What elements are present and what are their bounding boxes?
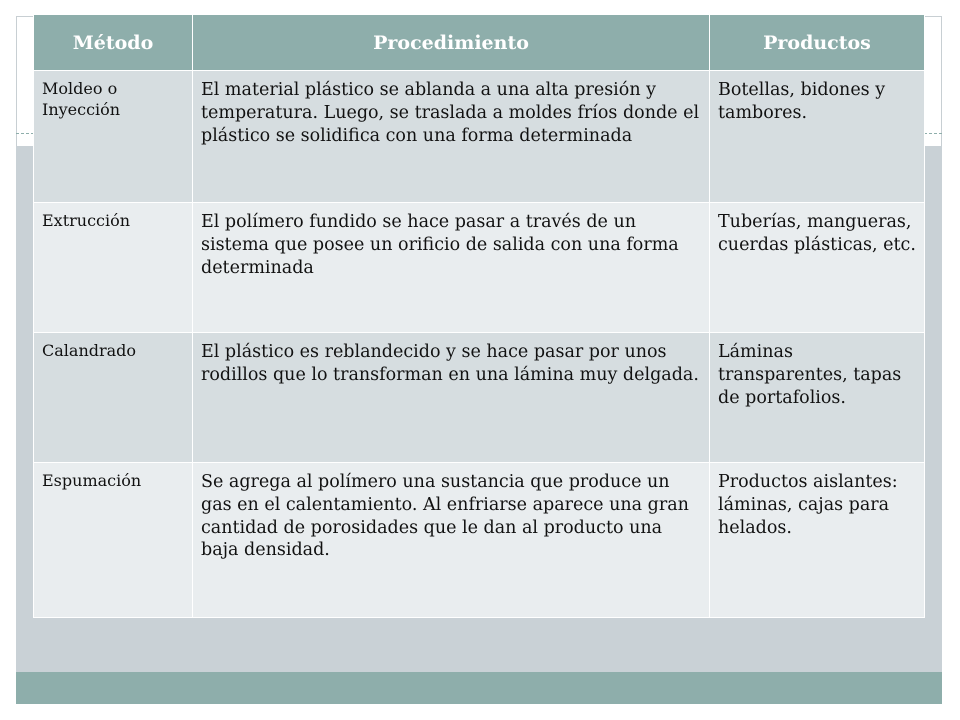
table-row bbox=[34, 463, 925, 618]
cell-procedimiento: Se agrega al polímero una sustancia que produce un gas en el calentamiento. Al enfriarse aparece una gran cantidad de porosidades que le dan al producto una baja densidad. bbox=[193, 463, 710, 618]
cell-metodo: Extrucción bbox=[34, 203, 193, 333]
cell-metodo: Espumación bbox=[34, 463, 193, 618]
header-productos: Productos bbox=[710, 15, 925, 71]
cell-productos: Tuberías, mangueras, cuerdas plásticas, etc. bbox=[710, 203, 925, 333]
divider-dashed-right bbox=[924, 133, 942, 134]
cell-metodo: Moldeo o Inyección bbox=[34, 71, 193, 203]
plastic-process-table bbox=[33, 14, 925, 618]
cell-metodo: Calandrado bbox=[34, 333, 193, 463]
cell-procedimiento: El plástico es reblandecido y se hace pasar por unos rodillos que lo transforman en una lámina muy delgada. bbox=[193, 333, 710, 463]
table-row bbox=[34, 71, 925, 203]
cell-productos: Láminas transparentes, tapas de portafolios. bbox=[710, 333, 925, 463]
header-procedimiento: Procedimiento bbox=[193, 15, 710, 71]
table-row bbox=[34, 333, 925, 463]
cell-productos: Botellas, bidones y tambores. bbox=[710, 71, 925, 203]
cell-procedimiento: El polímero fundido se hace pasar a través de un sistema que posee un orificio de salida con una forma determinada bbox=[193, 203, 710, 333]
cell-procedimiento: El material plástico se ablanda a una alta presión y temperatura. Luego, se traslada a moldes fríos donde el plástico se solidifica con una forma determinada bbox=[193, 71, 710, 203]
table-row bbox=[34, 203, 925, 333]
divider-dashed-left bbox=[16, 133, 34, 134]
slide-footer-bar bbox=[16, 672, 942, 704]
table-header-row bbox=[34, 15, 925, 71]
cell-productos: Productos aislantes: láminas, cajas para helados. bbox=[710, 463, 925, 618]
header-metodo: Método bbox=[34, 15, 193, 71]
